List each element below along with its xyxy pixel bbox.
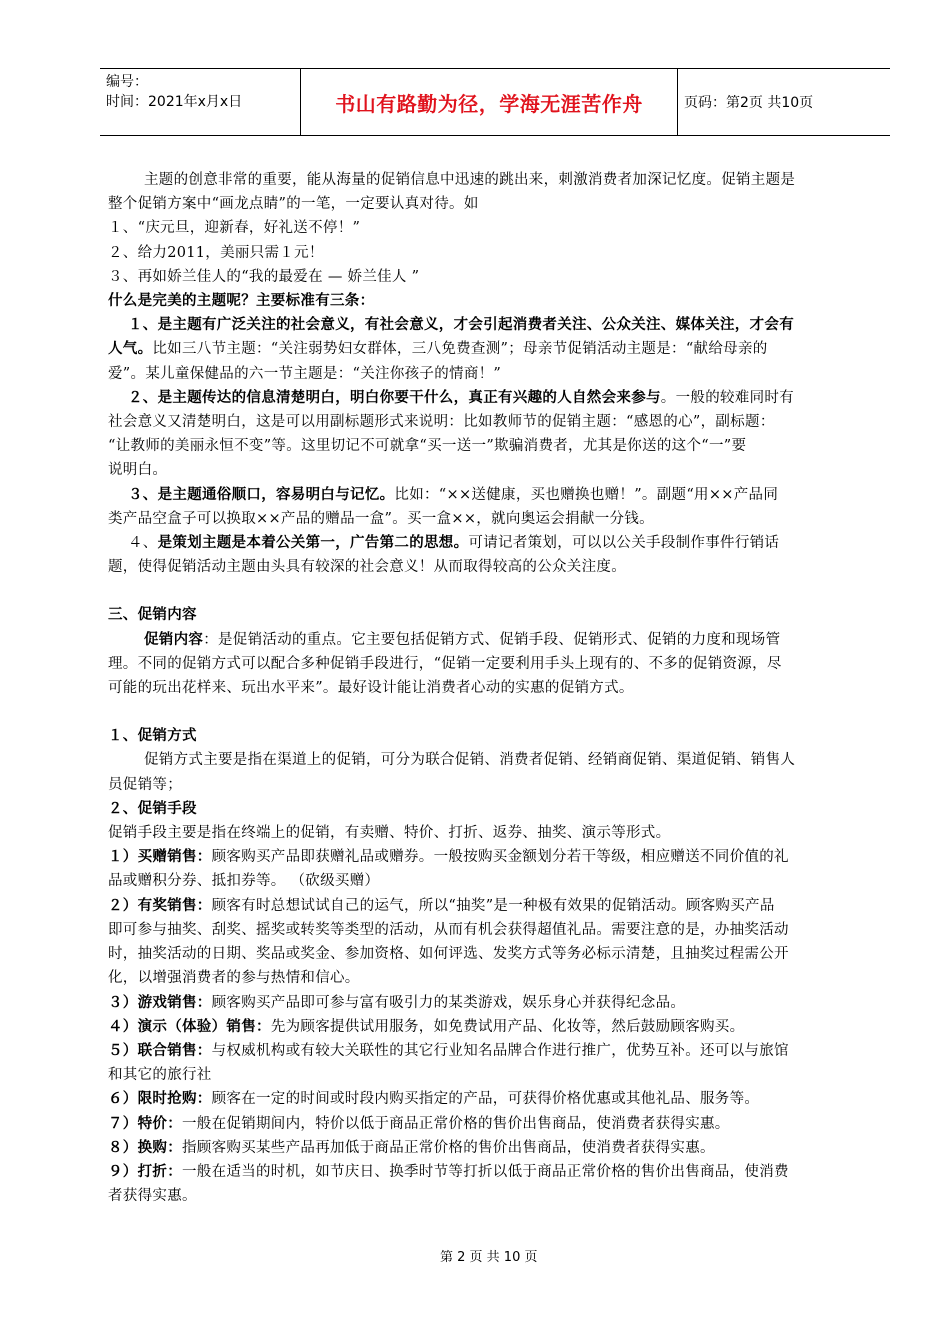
standard-1-line: １、是主题有广泛关注的社会意义，有社会意义，才会引起消费者关注、公众关注、媒体关注，才会有 [128,317,794,334]
list-item-line: 化，以增强消费者的参与热情和信心。 [108,970,360,987]
standard-2-line: 社会意义又清楚明白，这是可以用副标题形式来说明：比如教师节的促销主题：“感恩的心”，副标题： [108,414,775,431]
content-line: 理。不同的促销方式可以配合多种促销手段进行，“促销一定要利用手头上现有的、不多的促销资源，尽 [108,655,782,672]
example-line: １、“庆元旦，迎新春，好礼送不停！” [108,220,361,237]
content-bold: 促销内容 [144,631,204,648]
list-item-title: ６）限时抢购： [108,1091,212,1108]
list-item-title: １）买赠销售： [108,849,212,866]
content-line: 可能的玩出花样来、玩出水平来”。最好设计能让消费者心动的实惠的促销方式。 [108,680,634,697]
list-item-text: 顾客购买产品即获赠礼品或赠券。一般按购买金额划分若干等级，相应赠送不同价值的礼 [211,849,789,866]
list-item-title: ４）演示（体验）销售： [108,1018,271,1035]
list-item [108,894,888,918]
list-item-title: ２）有奖销售： [108,897,212,914]
list-item-text: 顾客有时总想试试自己的运气，所以“抽奖”是一种极有效果的促销活动。顾客购买产品 [211,897,775,914]
list-item-line: 品或赠积分券、抵扣券等。 （砍级买赠） [108,873,380,890]
standard-4-line: 题，使得促销活动主题由头具有较深的社会意义！从而取得较高的公众关注度。 [108,559,626,576]
list-item-line: 时，抽奖活动的日期、奖品或奖金、参加资格、如何评选、发奖方式等务必标示清楚，且抽奖过程需公开 [108,946,789,963]
technique-heading: ２、促销手段 [108,800,197,817]
header-page-cell [678,69,890,135]
standard-2-line: “让教师的美丽永恒不变”等。这里切记不可就拿“买一送一”欺骗消费者，尤其是你送的这个“一”要 [108,438,747,455]
list-item-text: 顾客在一定的时间或时段内购买指定的产品，可获得价格优惠或其他礼品、服务等。 [211,1091,760,1108]
method-line: 促销方式主要是指在渠道上的促销，可分为联合促销、消费者促销、经销商促销、渠道促销、销售人 [144,752,796,769]
question-heading: 什么是完美的主题呢？主要标准有三条： [108,293,375,310]
paragraph-line: 整个促销方案中“画龙点睛”的一笔，一定要认真对待。如 [108,196,479,213]
section-3-heading: 三、促销内容 [108,607,197,624]
list-item [108,1015,888,1039]
spacer [108,700,888,724]
page-header [100,68,890,136]
list-item-title: ３）游戏销售： [108,994,212,1011]
header-motto-cell [301,69,678,135]
standard-4-line [108,531,888,555]
content-text: ：是促销活动的重点。它主要包括促销方式、促销手段、促销形式、促销的力度和现场管 [203,631,781,648]
standard-1-bold: 人气。 [108,341,153,358]
example-line: ２、给力2011，美丽只需１元！ [108,244,324,261]
document-time-label: 时间：2021年x月x日 [106,94,243,110]
list-item-title: ９）打折： [108,1163,182,1180]
list-item-text: 指顾客购买某些产品再加低于商品正常价格的售价出售商品，使消费者获得实惠。 [182,1139,715,1156]
method-line: 员促销等； [108,776,182,793]
standard-4-number: ４、 [128,535,158,552]
list-item-title: ７）特价： [108,1115,182,1132]
standard-2-line: 说明白。 [108,462,168,479]
page-footer: 第 2 页 共 10 页 [440,1250,538,1265]
list-item [108,845,888,869]
list-item [108,1160,888,1184]
standard-2-bold: ２、是主题传达的信息清楚明白，明白你要干什么，真正有兴趣的人自然会来参与 [128,389,661,406]
standard-1-text: 比如三八节主题：“关注弱势妇女群体，三八免费查测”；母亲节促销活动主题是：“献给母亲的 [152,341,768,358]
standard-3-bold: ３、是主题通俗顺口，容易明白与记忆。 [128,486,395,503]
example-line: ３、再如娇兰佳人的“我的最爱在 — 娇兰佳人 ” [108,268,420,285]
content-line [108,628,888,652]
list-item-text: 先为顾客提供试用服务，如免费试用产品、化妆等，然后鼓励顾客购买。 [270,1018,745,1035]
header-meta-cell [100,69,301,135]
list-item-title: ５）联合销售： [108,1042,212,1059]
standard-4-text: 可请记者策划，可以以公关手段制作事件行销话 [468,535,780,552]
technique-line: 促销手段主要是指在终端上的促销，有卖赠、特价、打折、返券、抽奖、演示等形式。 [108,825,671,842]
standard-1-line [108,337,888,361]
standard-3-text: 比如：“××送健康，买也赠换也赠！”。副题“用××产品同 [394,486,779,503]
list-item-line: 和其它的旅行社 [108,1067,212,1084]
list-item-title: ８）换购： [108,1139,182,1156]
standard-2-text: 。一般的较难同时有 [660,389,794,406]
standard-1-line: 爱”。某儿童保健品的六一节主题是：“关注你孩子的情商！” [108,365,502,382]
header-motto: 书山有路勤为径，学海无涯苦作舟 [335,91,643,116]
document-body [108,168,888,1208]
paragraph-line: 主题的创意非常的重要，能从海量的促销信息中迅速的跳出来，刺激消费者加深记忆度。促销主题是 [144,172,796,188]
list-item-line: 者获得实惠。 [108,1188,197,1205]
list-item [108,1112,888,1136]
list-item-text: 顾客购买产品即可参与富有吸引力的某类游戏，娱乐身心并获得纪念品。 [211,994,686,1011]
list-item [108,1039,888,1063]
list-item [108,1087,888,1111]
document-number-label: 编号： [106,74,148,90]
header-page-info: 页码：第2页 共10页 [684,95,814,111]
list-item-text: 与权威机构或有较大关联性的其它行业知名品牌合作进行推广，优势互补。还可以与旅馆 [211,1042,789,1059]
list-item [108,1136,888,1160]
list-item-text: 一般在促销期间内，特价以低于商品正常价格的售价出售商品，使消费者获得实惠。 [182,1115,730,1132]
standard-3-line: 类产品空盒子可以换取××产品的赠品一盒”。买一盒××，就向奥运会捐献一分钱。 [108,510,654,527]
standard-2-line [108,386,888,410]
standard-4-bold: 是策划主题是本着公关第一，广告第二的思想。 [157,535,469,552]
method-heading: １、促销方式 [108,728,197,745]
list-item-text: 一般在适当的时机，如节庆日、换季时节等打折以低于商品正常价格的售价出售商品，使消费 [182,1163,789,1180]
list-item-line: 即可参与抽奖、刮奖、摇奖或转奖等类型的活动，从而有机会获得超值礼品。需要注意的是，办抽奖活动 [108,921,789,938]
list-item [108,991,888,1015]
standard-3-line [108,483,888,507]
spacer [108,579,888,603]
